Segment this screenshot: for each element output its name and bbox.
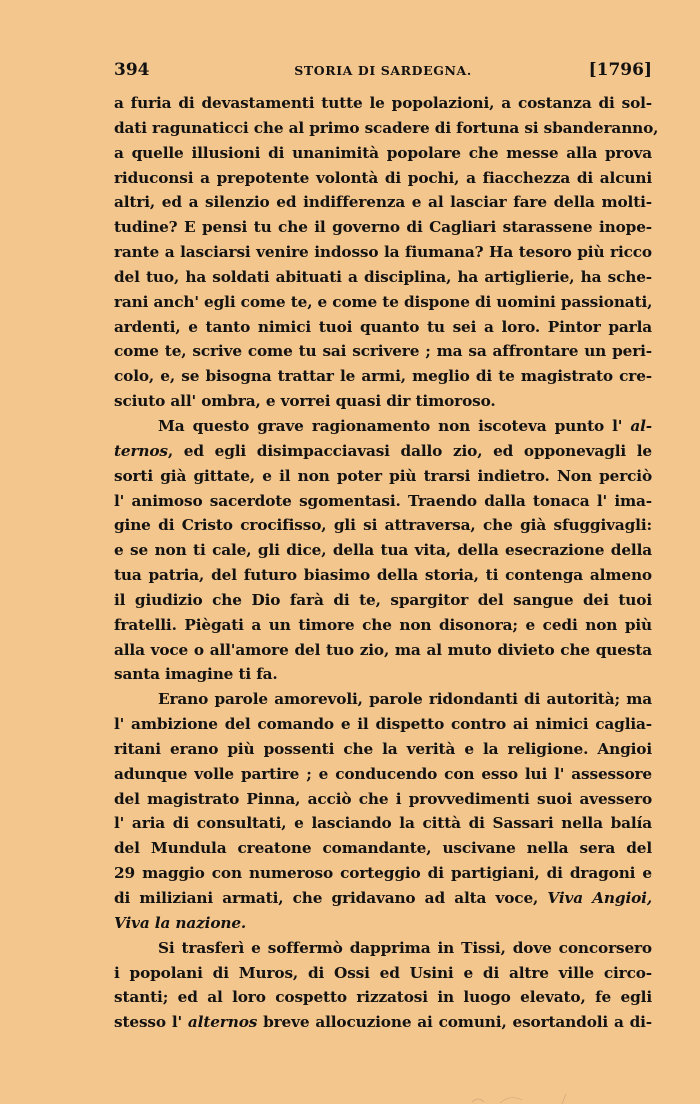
text-line: [114, 588, 652, 613]
italic-text-segment: al-: [630, 416, 652, 435]
text-line: [114, 364, 652, 389]
text-line: [114, 414, 652, 439]
page-number: 394: [114, 60, 150, 80]
text-segment: alla voce o all'amore del tuo zio, ma al muto divieto che questa: [114, 640, 652, 659]
text-segment: gine di Cristo crocifisso, gli si attraversa, che già sfuggivagli:: [114, 516, 652, 535]
text-line: [114, 787, 652, 812]
text-segment: rante a lasciarsi venire indosso la fiumana? Ha tesoro più ricco: [114, 243, 652, 262]
text-segment: del magistrato Pinna, acciò che i provvedimenti suoi avessero: [114, 789, 652, 808]
text-line: [114, 265, 652, 290]
text-line: [114, 961, 652, 986]
text-line: [114, 315, 652, 340]
text-segment: del Mundula creatone comandante, uscivane nella sera del: [114, 839, 652, 858]
text-line: [114, 513, 652, 538]
text-segment: Ma questo grave ragionamento non iscoteva punto l': [158, 416, 631, 435]
text-line: [114, 737, 652, 762]
italic-text-segment: Viva Angioi,: [547, 889, 652, 907]
text-line: [114, 464, 652, 489]
text-line: [114, 886, 652, 911]
text-segment: tudine? E pensi tu che il governo di Cagliari starassene inope-: [114, 218, 652, 237]
text-segment: 29 maggio con numeroso corteggio di partigiani, di dragoni e: [114, 864, 652, 883]
text-line: [114, 563, 652, 588]
text-segment: stesso l': [114, 1013, 188, 1032]
text-segment: l' ambizione del comando e il dispetto contro ai nimici caglia-: [114, 715, 652, 734]
text-segment: breve allocuzione ai comuni, esortandoli a di-: [257, 1013, 652, 1032]
text-line: [114, 91, 652, 116]
italic-text-segment: ternos: [114, 441, 168, 460]
body-text: [114, 91, 659, 1035]
text-line: [114, 538, 652, 563]
text-line: [114, 290, 652, 315]
text-line: [114, 613, 652, 638]
text-line: [114, 489, 652, 514]
text-line: [114, 339, 652, 364]
text-segment: del tuo, ha soldati abituati a disciplina, ha artiglierie, ha sche-: [114, 267, 652, 286]
text-segment: santa imagine ti fa.: [114, 665, 278, 684]
text-segment: a furia di devastamenti tutte le popolazioni, a costanza di sol-: [114, 94, 652, 112]
text-segment: l' aria di consultati, e lasciando la città di Sassari nella balía: [114, 814, 652, 833]
text-line: [114, 662, 652, 687]
text-segment: dati ragunaticci che al primo scadere di fortuna si sbanderanno,: [114, 118, 659, 137]
text-segment: stanti; ed al loro cospetto rizzatosi in luogo elevato, fe egli: [114, 988, 652, 1007]
text-line: [114, 240, 652, 265]
text-segment: e se non ti cale, gli dice, della tua vita, della esecrazione della: [114, 541, 652, 560]
text-segment: ardenti, e tanto nimici tuoi quanto tu sei a loro. Pintor parla: [114, 317, 652, 336]
text-line: [114, 439, 652, 464]
text-segment: a quelle illusioni di unanimità popolare che messe alla prova: [114, 143, 652, 162]
text-segment: il giudizio che Dio farà di te, spargitor del sangue dei tuoi: [114, 590, 652, 609]
running-title: STORIA DI SARDEGNA.: [294, 63, 472, 78]
text-line: [114, 141, 652, 166]
text-line: [114, 712, 652, 737]
text-segment: l' animoso sacerdote sgomentasi. Traendo dalla tonaca l' ima-: [114, 491, 652, 510]
text-line: [114, 215, 652, 240]
text-line: [114, 638, 652, 663]
italic-text-segment: alternos: [187, 1013, 258, 1032]
text-line: [114, 985, 652, 1010]
text-segment: i popolani di Muros, di Ossi ed Usini e di altre ville circo-: [114, 963, 652, 982]
text-segment: colo, e, se bisogna trattar le armi, meglio di te magistrato cre-: [114, 367, 652, 386]
text-line: [114, 687, 652, 712]
text-segment: ritani erano più possenti che la verità e la religione. Angioi: [114, 739, 652, 758]
text-segment: sciuto all' ombra, e vorrei quasi dir timoroso.: [114, 392, 496, 411]
italic-text-segment: Viva la nazione.: [114, 913, 247, 932]
text-segment: Erano parole amorevoli, parole ridondanti di autorità; ma: [158, 690, 652, 709]
text-line: [114, 911, 652, 936]
text-segment: sorti già gittate, e il non poter più trarsi indietro. Non perciò: [114, 466, 652, 485]
text-segment: adunque volle partire ; e conducendo con esso lui l' assessore: [114, 764, 652, 783]
text-segment: fratelli. Piègati a un timore che non disonora; e cedi non più: [114, 615, 652, 634]
text-segment: di miliziani armati, che gridavano ad alta voce,: [114, 889, 548, 907]
text-segment: come te, scrive come tu sai scrivere ; ma sa affrontare un peri-: [114, 342, 652, 361]
text-segment: altri, ed a silenzio ed indifferenza e al lasciar fare della molti-: [114, 193, 652, 212]
text-line: [114, 936, 652, 961]
text-line: [114, 389, 652, 414]
text-line: [114, 836, 652, 861]
page-header: [114, 60, 652, 84]
text-line: [114, 811, 652, 836]
text-segment: , ed egli disimpacciavasi dallo zio, ed opponevagli le: [167, 441, 652, 460]
text-line: [114, 762, 652, 787]
text-line: [114, 116, 659, 141]
text-segment: Si trasferì e soffermò dapprima in Tissi, dove concorsero: [158, 938, 652, 957]
text-line: [114, 1010, 652, 1035]
text-segment: riduconsi a prepotente volontà di pochi, a fiacchezza di alcuni: [114, 168, 652, 187]
scan-watermark-smudge: [470, 1094, 590, 1104]
text-line: [114, 166, 652, 191]
text-segment: rani anch' egli come te, e come te dispone di uomini passionati,: [114, 292, 653, 311]
text-line: [114, 861, 652, 886]
text-segment: tua patria, del futuro biasimo della storia, ti contenga almeno: [114, 566, 652, 585]
header-year: [1796]: [588, 60, 652, 80]
text-line: [114, 190, 652, 215]
